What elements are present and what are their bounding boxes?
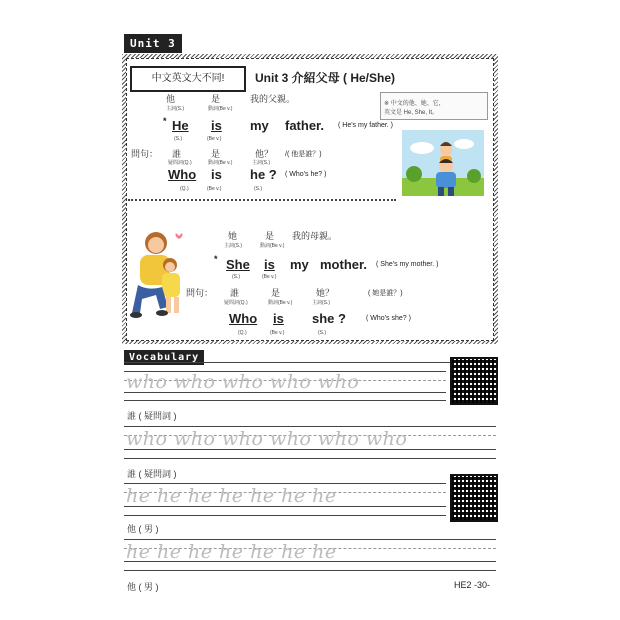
row1-bottom-line [124, 400, 446, 401]
b1-zh-3: 我的父親。 [250, 94, 296, 104]
b1-qword-3: he ? [250, 167, 277, 182]
b1-qzh-2: 是 [211, 149, 221, 159]
qr-code-he[interactable] [450, 474, 498, 522]
b1-qpos-3: 主詞(S.) [252, 160, 271, 166]
b2-qsub-2: (Be v.) [270, 330, 285, 336]
b1-qpos-1: 疑問詞(Q.) [168, 160, 192, 166]
b1-zh-2: 是 [211, 94, 221, 104]
b2-word-2: is [264, 257, 275, 272]
row3-meaning: 他 ( 男 ) [127, 524, 159, 534]
b2-word-1: She [226, 257, 250, 272]
row3-trace-text[interactable]: he he he he he he he [126, 485, 337, 507]
row4-bottom-line [124, 570, 496, 571]
b1-word-4: father. [285, 118, 325, 133]
row3-top-line [124, 483, 446, 484]
b2-qsub-1: (Q.) [238, 330, 247, 336]
vocabulary-rule [124, 362, 496, 363]
b2-qpos-1: 疑問詞(Q.) [224, 300, 248, 306]
row4-top-line [124, 539, 496, 540]
row2-meaning: 誰 ( 疑問詞 ) [127, 469, 177, 479]
b2-qpos-3: 主詞(S.) [312, 300, 331, 306]
row3-bottom-line [124, 515, 446, 516]
b1-qzh-3: 他？ [255, 149, 274, 159]
b1-qtranslation: ( Who's he? ) [285, 171, 327, 178]
b2-qword-1: Who [229, 311, 258, 326]
b2-qzh-paren: ( 她是誰？) [368, 290, 403, 297]
row2-top-line [124, 426, 496, 427]
b2-qzh-1: 誰 [230, 288, 240, 298]
b2-pos-2: 動詞(Be v.) [260, 243, 285, 249]
qr-code-who[interactable] [450, 357, 498, 405]
b1-question-label: 問句： [131, 149, 159, 159]
b1-word-1: He [172, 118, 189, 133]
box-title: 中文英文大不同! [130, 66, 246, 92]
b2-word-4: mother. [320, 257, 367, 272]
b1-star-icon: * [163, 116, 167, 126]
row4-trace-text[interactable]: he he he he he he he [126, 541, 337, 563]
note-box [380, 92, 488, 120]
b2-translation: ( She's my mother. ) [376, 261, 439, 268]
b1-word-3: my [250, 118, 269, 133]
row2-trace-text[interactable]: who who who who who who [126, 428, 408, 450]
b2-qword-3: she ? [312, 311, 346, 326]
b1-qword-2: is [211, 167, 222, 182]
b2-zh-2: 是 [265, 231, 275, 241]
b2-zh-1: 她 [228, 231, 238, 241]
b1-zh-1: 他 [166, 94, 176, 104]
note-line-2: 英文是 He, She, It。 [384, 110, 439, 116]
b1-qzh-1: 誰 [172, 149, 182, 159]
b1-qsub-2: (Be v.) [207, 186, 222, 192]
b2-sub-1: (S.) [232, 274, 241, 280]
b2-qtranslation: ( Who's she? ) [366, 315, 411, 322]
b2-word-3: my [290, 257, 309, 272]
b1-pos-2: 動詞(Be v.) [208, 106, 233, 112]
b2-qpos-2: 動詞(Be v.) [268, 300, 293, 306]
mother-child-illustration [126, 225, 194, 321]
row1-meaning: 誰 ( 疑問詞 ) [127, 411, 177, 421]
b1-sub-2: (Be v.) [207, 136, 222, 142]
row2-bottom-line [124, 458, 496, 459]
b2-question-label: 問句： [186, 288, 214, 298]
row1-trace-text[interactable]: who who who who who [126, 371, 360, 393]
lesson-title: Unit 3 介紹父母 ( He/She) [255, 71, 396, 85]
b1-qsub-1: (Q.) [180, 186, 189, 192]
b2-star-icon: * [214, 254, 218, 264]
b2-zh-3: 我的母親。 [292, 231, 338, 241]
note-line-1: ※ 中文的他、她、它， [384, 101, 445, 107]
page-number: HE2 -30- [454, 580, 491, 590]
b1-qword-1: Who [168, 167, 197, 182]
b1-qzh-paren: /( 他是誰？) [285, 151, 322, 158]
b1-translation: ( He's my father. ) [338, 122, 394, 129]
row4-meaning: 他 ( 男 ) [127, 582, 159, 592]
b1-qsub-3: (S.) [254, 186, 263, 192]
b2-qword-2: is [273, 311, 284, 326]
b2-sub-2: (Be v.) [262, 274, 277, 280]
b2-pos-1: 主詞(S.) [224, 243, 243, 249]
b1-pos-1: 主詞(S.) [166, 106, 185, 112]
unit-tag: Unit 3 [124, 34, 182, 53]
b1-qpos-2: 動詞(Be v.) [208, 160, 233, 166]
section-separator [128, 199, 396, 201]
vocabulary-tag: Vocabulary [124, 350, 204, 365]
b2-qsub-3: (S.) [318, 330, 327, 336]
b2-qzh-2: 是 [271, 288, 281, 298]
b1-word-2: is [211, 118, 222, 133]
b2-qzh-3: 她？ [316, 288, 335, 298]
b1-sub-1: (S.) [174, 136, 183, 142]
father-child-illustration [402, 130, 484, 196]
